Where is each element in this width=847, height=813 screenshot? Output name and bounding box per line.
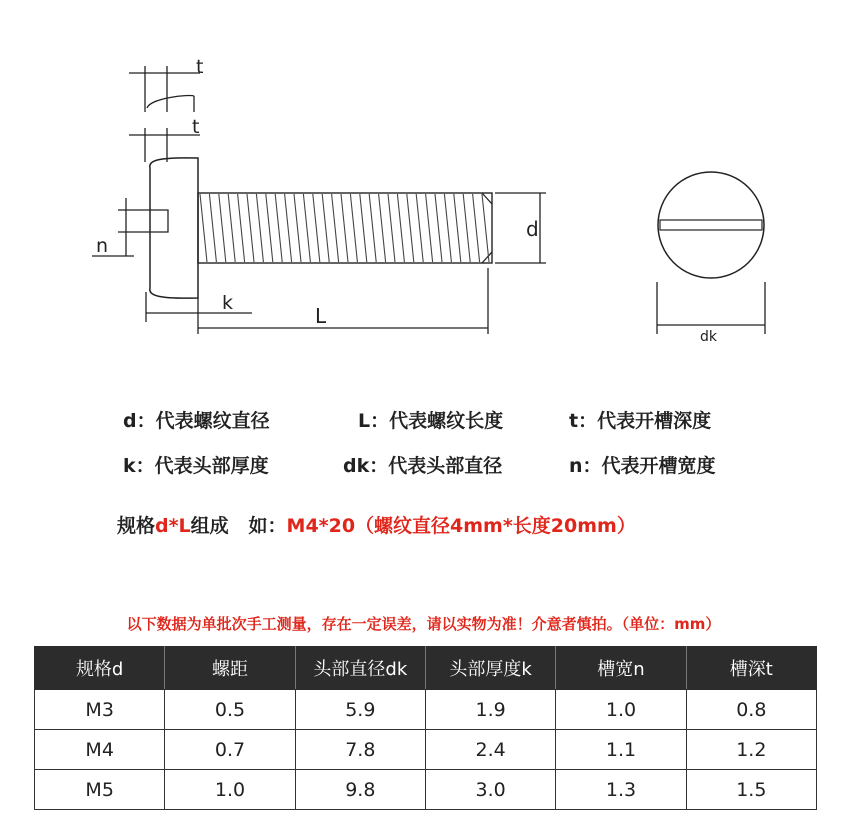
legend-k: k：代表头部厚度 — [123, 455, 269, 477]
spec-middle: 组成 如： — [190, 515, 287, 537]
thread-line — [228, 194, 235, 262]
n-label: n — [96, 235, 109, 257]
thread-line — [256, 194, 263, 262]
thread-line — [313, 194, 320, 262]
table-cell: 0.5 — [165, 690, 295, 730]
header-head-diameter: 头部直径dk — [295, 647, 425, 690]
thread-line — [369, 194, 376, 262]
shank-chamfer-top — [482, 193, 492, 204]
thread-line — [275, 194, 282, 262]
table-header-row — [35, 647, 817, 690]
thread-line — [416, 194, 423, 262]
thread-line — [426, 194, 433, 262]
table-cell: 0.8 — [686, 690, 816, 730]
slot-profile-curve — [147, 96, 194, 109]
table-cell: M4 — [35, 730, 165, 770]
table-row — [35, 690, 817, 730]
thread-line — [482, 194, 489, 262]
table-cell: 0.7 — [165, 730, 295, 770]
L-label: L — [315, 304, 327, 328]
spec-example — [117, 511, 636, 538]
top-view-slot — [660, 220, 762, 230]
thread-line — [209, 194, 216, 262]
shank-chamfer-bottom — [482, 252, 492, 263]
legend-row-2 — [0, 451, 847, 481]
legend-n: n：代表开槽宽度 — [569, 455, 716, 477]
table-row — [35, 730, 817, 770]
table-cell: M5 — [35, 770, 165, 810]
thread-line — [332, 194, 339, 262]
header-size: 规格d — [35, 647, 165, 690]
thread-line — [303, 194, 310, 262]
table-cell: 1.1 — [556, 730, 686, 770]
screw-dimension-diagram — [0, 0, 847, 400]
screw-head — [150, 158, 198, 298]
thread-line — [266, 194, 273, 262]
t-mid-label: t — [192, 116, 200, 138]
legend-t: t：代表开槽深度 — [569, 410, 712, 432]
header-slot-width: 槽宽n — [556, 647, 686, 690]
thread-line — [247, 194, 254, 262]
spec-formula: d*L — [155, 515, 191, 537]
thread-line — [407, 194, 414, 262]
thread-line — [200, 194, 207, 262]
thread-line — [397, 194, 404, 262]
table-cell: 1.0 — [556, 690, 686, 730]
thread-line — [454, 194, 461, 262]
thread-line — [463, 194, 470, 262]
thread-line — [435, 194, 442, 262]
head-top-view — [658, 172, 764, 278]
measurement-notice: 以下数据为单批次手工测量，存在一定误差，请以实物为准！介意者慎拍。（单位：mm） — [126, 615, 721, 633]
thread-line — [350, 194, 357, 262]
table-cell: 1.5 — [686, 770, 816, 810]
table-cell: 5.9 — [295, 690, 425, 730]
spec-table — [34, 646, 817, 810]
table-cell: 1.9 — [425, 690, 555, 730]
spec-prefix: 规格 — [117, 515, 156, 537]
screw-threads — [200, 194, 489, 262]
header-pitch: 螺距 — [165, 647, 295, 690]
table-cell: 1.0 — [165, 770, 295, 810]
thread-line — [341, 194, 348, 262]
thread-line — [285, 194, 292, 262]
thread-line — [219, 194, 226, 262]
d-label: d — [526, 217, 539, 241]
header-slot-depth: 槽深t — [686, 647, 816, 690]
thread-line — [360, 194, 367, 262]
thread-line — [473, 194, 480, 262]
thread-line — [294, 194, 301, 262]
thread-line — [238, 194, 245, 262]
table-cell: 2.4 — [425, 730, 555, 770]
table-cell: 9.8 — [295, 770, 425, 810]
legend-L: L：代表螺纹长度 — [358, 410, 504, 432]
table-cell: 1.2 — [686, 730, 816, 770]
k-label: k — [222, 292, 234, 314]
legend-dk: dk：代表头部直径 — [343, 455, 503, 477]
table-row — [35, 770, 817, 810]
spec-example-value: M4*20（螺纹直径4mm*长度20mm） — [286, 515, 636, 537]
header-head-thickness: 头部厚度k — [425, 647, 555, 690]
table-cell: M3 — [35, 690, 165, 730]
dk-label: dk — [700, 329, 717, 345]
t-top-label: t — [196, 56, 204, 78]
thread-line — [379, 194, 386, 262]
legend-row-1 — [0, 406, 847, 436]
table-cell: 1.3 — [556, 770, 686, 810]
thread-line — [444, 194, 451, 262]
legend-d: d：代表螺纹直径 — [123, 410, 270, 432]
table-cell: 3.0 — [425, 770, 555, 810]
head-slot — [150, 210, 168, 232]
table-cell: 7.8 — [295, 730, 425, 770]
thread-line — [388, 194, 395, 262]
thread-line — [322, 194, 329, 262]
